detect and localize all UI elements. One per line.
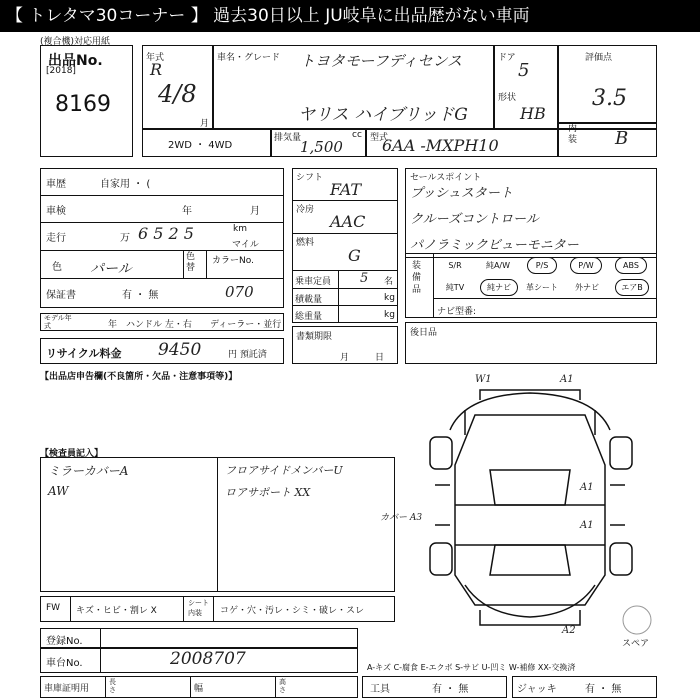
post-items-label: 後日品 <box>410 328 438 338</box>
year-stamp: [2018] <box>46 66 76 76</box>
name-line2: ヤリス ハイブリッドG <box>298 105 468 125</box>
deadline-label: 書類期限 <box>296 332 333 342</box>
disp-unit: cc <box>352 130 362 140</box>
shape-value: HB <box>520 104 546 123</box>
equip-airbag: エアB <box>615 279 649 296</box>
recycle-label: リサイクル料金 <box>46 347 122 360</box>
declaration-label: 【出品店申告欄(不良箇所・欠品・注意事項等)】 <box>40 372 238 382</box>
year-label: 年式 <box>146 53 165 63</box>
inspector-line3: フロアサイドメンバーU <box>225 464 343 477</box>
disp-label: 排気量 <box>274 133 302 143</box>
garage-cert-label: 車庫証明用 <box>44 684 90 694</box>
inspection-year-unit: 年 <box>182 206 192 217</box>
diagram-mark-a1-top: A1 <box>560 374 574 385</box>
fw-items: キズ・ヒビ・割レ X <box>76 606 157 616</box>
diagram-mark-a3: カバー A3 <box>380 513 423 523</box>
recycle-unit: 円 預託済 <box>228 350 267 360</box>
diagram-mark-a1-rear: A1 <box>580 520 594 531</box>
inspection-month-unit: 月 <box>250 206 260 217</box>
equip-pw: P/W <box>570 257 602 274</box>
warranty-value: 有 ・ 無 <box>122 290 159 301</box>
weight-label: 総重量 <box>295 312 323 322</box>
height-label: 高さ <box>279 678 286 694</box>
model-year-unit: 年 <box>108 320 118 330</box>
equip-abs: ABS <box>615 257 647 274</box>
model-label: 型式 <box>370 133 389 143</box>
color-no-value: 070 <box>225 283 254 301</box>
equip-leather-seat: 革シート <box>526 283 558 292</box>
chassis-value: 2008707 <box>170 649 246 669</box>
length-label: 長さ <box>109 678 116 694</box>
equip-ext-navi: 外ナビ <box>575 283 599 292</box>
capacity-value: 5 <box>360 271 369 286</box>
model-value: 6AA -MXPH10 <box>382 136 499 155</box>
post-items-box <box>405 322 657 364</box>
month-value: 4/8 <box>158 80 197 108</box>
inspector-label: 【検査員記入】 <box>40 449 104 459</box>
interior-label: 内装 <box>568 124 578 145</box>
equip-sr: S/R <box>448 261 462 270</box>
doors-label: ドア <box>498 53 516 63</box>
mileage-km-unit: km <box>233 224 247 234</box>
mileage-value: 6 5 2 5 <box>138 224 194 243</box>
registration-row <box>40 628 358 648</box>
history-label: 車歴 <box>46 179 66 190</box>
chassis-label: 車台No. <box>46 658 83 669</box>
disp-value: 1,500 <box>300 138 343 156</box>
name-line1: トヨタモーフディセンス <box>300 52 463 70</box>
spare-label: スペア <box>622 639 650 649</box>
lot-number: 8169 <box>55 92 111 117</box>
inspector-line2: AW <box>48 484 69 498</box>
warranty-label: 保証書 <box>46 290 76 301</box>
reg-label: 登録No. <box>46 636 83 647</box>
capacity-unit: 名 <box>384 277 394 287</box>
ac-label: 冷房 <box>296 205 315 215</box>
shift-label: シフト <box>296 173 324 183</box>
sales-point-3: パノラミックビューモニター <box>410 238 579 253</box>
doors-value: 5 <box>518 60 530 81</box>
equip-ps: P/S <box>527 257 557 274</box>
load-unit: kg <box>384 293 395 303</box>
interior-value: B <box>615 128 629 149</box>
equip-tv: 純TV <box>445 283 465 292</box>
diagram-mark-w1: W1 <box>475 374 492 385</box>
shift-value: FAT <box>330 180 362 199</box>
banner-title: 【 トレタマ30コーナー 】 過去30日以上 JU岐阜に出品歴がない車両 <box>0 0 700 32</box>
jack-label: ジャッキ <box>517 684 557 695</box>
drive-label: 2WD ・ 4WD <box>168 140 233 151</box>
color-value: パール <box>90 261 132 277</box>
equip-alloy-wheel: 純A/W <box>485 261 511 270</box>
shape-label: 形状 <box>498 93 517 103</box>
seat-items: コゲ・穴・汚レ・シミ・破レ・スレ <box>220 606 365 616</box>
equipment-label: 装備品 <box>412 261 422 295</box>
sales-point-2: クルーズコントロール <box>410 212 539 227</box>
name-label: 車名・グレード <box>217 53 281 63</box>
mileage-man-unit: 万 <box>120 233 130 244</box>
damage-legend: A-キズ C-腐食 E-エクボ S-サビ U-凹ミ W-補修 XX-交換済 <box>367 663 576 672</box>
lot-label: 出品No. <box>48 53 103 69</box>
recycle-value: 9450 <box>158 340 202 360</box>
fuel-value: G <box>348 246 361 265</box>
ac-value: AAC <box>330 212 366 231</box>
capacity-label: 乗車定員 <box>295 277 332 287</box>
deadline-unit: 月日 <box>340 353 411 363</box>
tools-label: 工具 <box>370 684 390 695</box>
year-value: R <box>150 60 163 79</box>
inspector-line1: ミラーカバーA <box>48 464 129 478</box>
width-label: 幅 <box>194 684 204 694</box>
color-no-label: カラーNo. <box>212 256 254 266</box>
form-subtitle: (複合機)対応用紙 <box>40 37 111 47</box>
fuel-label: 燃料 <box>296 238 315 248</box>
weight-unit: kg <box>384 310 395 320</box>
inspection-label: 車検 <box>46 206 66 217</box>
color-label: 色 <box>52 262 62 273</box>
color-change-label: 色替 <box>186 252 196 273</box>
mileage-label: 走行 <box>46 233 66 244</box>
model-year-label: モデル年式 <box>44 314 72 330</box>
tools-value: 有 ・ 無 <box>432 684 469 695</box>
handle-label: ハンドル 左・右 <box>126 320 192 330</box>
sales-point-1: プッシュスタート <box>410 186 513 201</box>
score-label: 評価点 <box>585 53 613 63</box>
dealer-label: ディーラー・並行 <box>210 320 282 330</box>
inspector-line4: ロアサポート XX <box>225 486 311 499</box>
diagram-mark-a1-side: A1 <box>580 482 594 493</box>
history-value: 自家用 ・ ( <box>100 179 151 190</box>
sales-point-label: セールスポイント <box>410 173 482 183</box>
jack-value: 有 ・ 無 <box>585 684 622 695</box>
month-suffix: 月 <box>200 119 210 129</box>
mileage-mile-unit: マイル <box>232 240 259 250</box>
equip-navi: 純ナビ <box>480 279 518 296</box>
score-value: 3.5 <box>592 86 627 111</box>
seat-label: シート内装 <box>188 599 209 617</box>
diagram-mark-a2: A2 <box>562 625 576 636</box>
navi-model-label: ナビ型番: <box>437 307 477 317</box>
car-diagram <box>405 375 657 640</box>
fw-label: FW <box>46 603 61 613</box>
load-label: 積載量 <box>295 295 323 305</box>
